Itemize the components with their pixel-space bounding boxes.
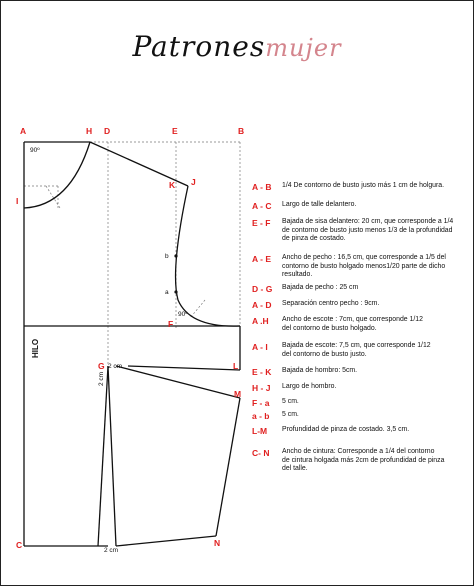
point-label-a: A: [20, 126, 27, 136]
legend-description-line: del talle.: [282, 465, 308, 473]
legend-key: A - D: [252, 300, 272, 310]
legend-key: A - C: [252, 201, 272, 211]
legend-description: [282, 316, 423, 333]
legend-description-line: Bajada de pecho : 25 cm: [282, 284, 359, 291]
dim-label-side: 2 cm: [98, 371, 105, 386]
legend-row: [252, 411, 299, 421]
legend-description-line: Profundidad de pinza de costado. 3,5 cm.: [282, 426, 410, 433]
legend-description-line: del contorno de busto justo.: [282, 350, 367, 358]
legend-description-line: Ancho de escote : 7cm, que corresponde 1/12: [282, 316, 423, 323]
legend-description: [282, 218, 453, 244]
point-a-dot: [174, 290, 177, 293]
legend-key: A - E: [252, 254, 272, 264]
legend-description-line: Bajada de hombro: 5cm.: [282, 367, 358, 374]
legend-description: [282, 284, 358, 293]
point-label-b: B: [238, 126, 245, 136]
point-label-h: H: [86, 126, 93, 136]
legend-key: D - G: [252, 284, 273, 294]
legend-description: [282, 254, 446, 280]
legend-key: E - K: [252, 367, 272, 377]
legend-description: [282, 300, 379, 309]
legend-description-line: del contorno de busto holgado.: [282, 324, 377, 332]
point-label-l: L: [233, 361, 239, 371]
legend-description: [282, 383, 336, 392]
legend-description: [282, 201, 356, 210]
dim-label-top: 2 cm: [108, 363, 123, 370]
legend-description-line: de cintura holgada más 2cm de profundidad de pinza: [282, 456, 445, 464]
legend-description: [282, 367, 357, 376]
point-label-f: F: [168, 319, 174, 329]
legend-row: [252, 426, 409, 436]
legend-row: [252, 300, 379, 310]
dim-label-bottom: 2 cm: [104, 547, 119, 554]
legend-key: H - J: [252, 383, 271, 393]
point-label-m: M: [234, 389, 242, 399]
legend-key: A - B: [252, 182, 272, 192]
legend-description-line: de contorno de busto justo menos 1/3 de la profundidad: [282, 226, 453, 234]
legend-key: L-M: [252, 426, 268, 436]
point-label-i: I: [16, 196, 19, 206]
legend-key: C- N: [252, 448, 270, 458]
grain-label: HILO: [31, 338, 40, 358]
legend-row: [252, 448, 444, 474]
legend-row: [252, 218, 453, 244]
legend-row: [252, 342, 431, 359]
legend-description-line: Ancho de cintura: Corresponde a 1/4 del contorno: [282, 448, 435, 455]
legend-key: a - b: [252, 411, 270, 421]
point-b-dot: [174, 254, 177, 257]
point-label-e: E: [172, 126, 178, 136]
legend-key: E - F: [252, 218, 271, 228]
legend-description-line: 1/4 De contorno de busto justo más 1 cm de holgura.: [282, 182, 445, 189]
legend-description-line: 5 cm.: [282, 411, 299, 418]
angle-label-armhole: 90º: [178, 311, 188, 318]
small-label-b: b: [165, 253, 169, 260]
legend-row: [252, 316, 423, 333]
logo-word-mujer: mujer: [265, 34, 342, 62]
legend-description: [282, 398, 299, 407]
legend-row: [252, 367, 357, 377]
point-label-d: D: [104, 126, 111, 136]
legend-row: [252, 182, 444, 192]
legend-key: A - I: [252, 342, 268, 352]
point-label-k: K: [169, 180, 176, 190]
legend-description-line: Bajada de escote: 7,5 cm, que corresponde 1/12: [282, 342, 431, 349]
legend-description: [282, 426, 409, 435]
legend-key: F - a: [252, 398, 270, 408]
legend-description: [282, 342, 431, 359]
legend-row: [252, 254, 446, 280]
legend-description: [282, 182, 444, 191]
legend-description-line: Separación centro pecho : 9cm.: [282, 300, 380, 307]
small-label-a: a: [165, 289, 169, 296]
legend-description: [282, 448, 444, 474]
legend-description-line: 5 cm.: [282, 398, 299, 405]
legend-description-line: Largo de hombro.: [282, 383, 337, 390]
legend-row: [252, 284, 358, 294]
point-label-g: G: [98, 361, 105, 371]
point-label-c: C: [16, 540, 23, 550]
legend-key: A .H: [252, 316, 269, 326]
point-label-j: J: [191, 177, 196, 187]
point-label-n: N: [214, 538, 221, 548]
angle-label-neck: 90º: [30, 147, 40, 154]
legend-description-line: resultado.: [282, 271, 313, 279]
construction-lines: [24, 142, 240, 366]
legend-description-line: Ancho de pecho : 16,5 cm, que corresponde a 1/5 del: [282, 254, 446, 261]
legend-description: [282, 411, 299, 420]
legend-description-line: de pinza de costado.: [282, 235, 346, 243]
legend-row: [252, 201, 356, 211]
pattern-outline: [24, 142, 240, 546]
logo-word-patrones: Patrones: [132, 30, 266, 63]
legend-description-line: Bajada de sisa delantero: 20 cm, que corresponde a 1/4: [282, 218, 454, 225]
legend-row: [252, 383, 336, 393]
legend-row: [252, 398, 299, 408]
legend-description-line: Largo de talle delantero.: [282, 201, 357, 208]
legend-description-line: contorno de busto holgado menos1/20 parte de dicho: [282, 262, 446, 270]
